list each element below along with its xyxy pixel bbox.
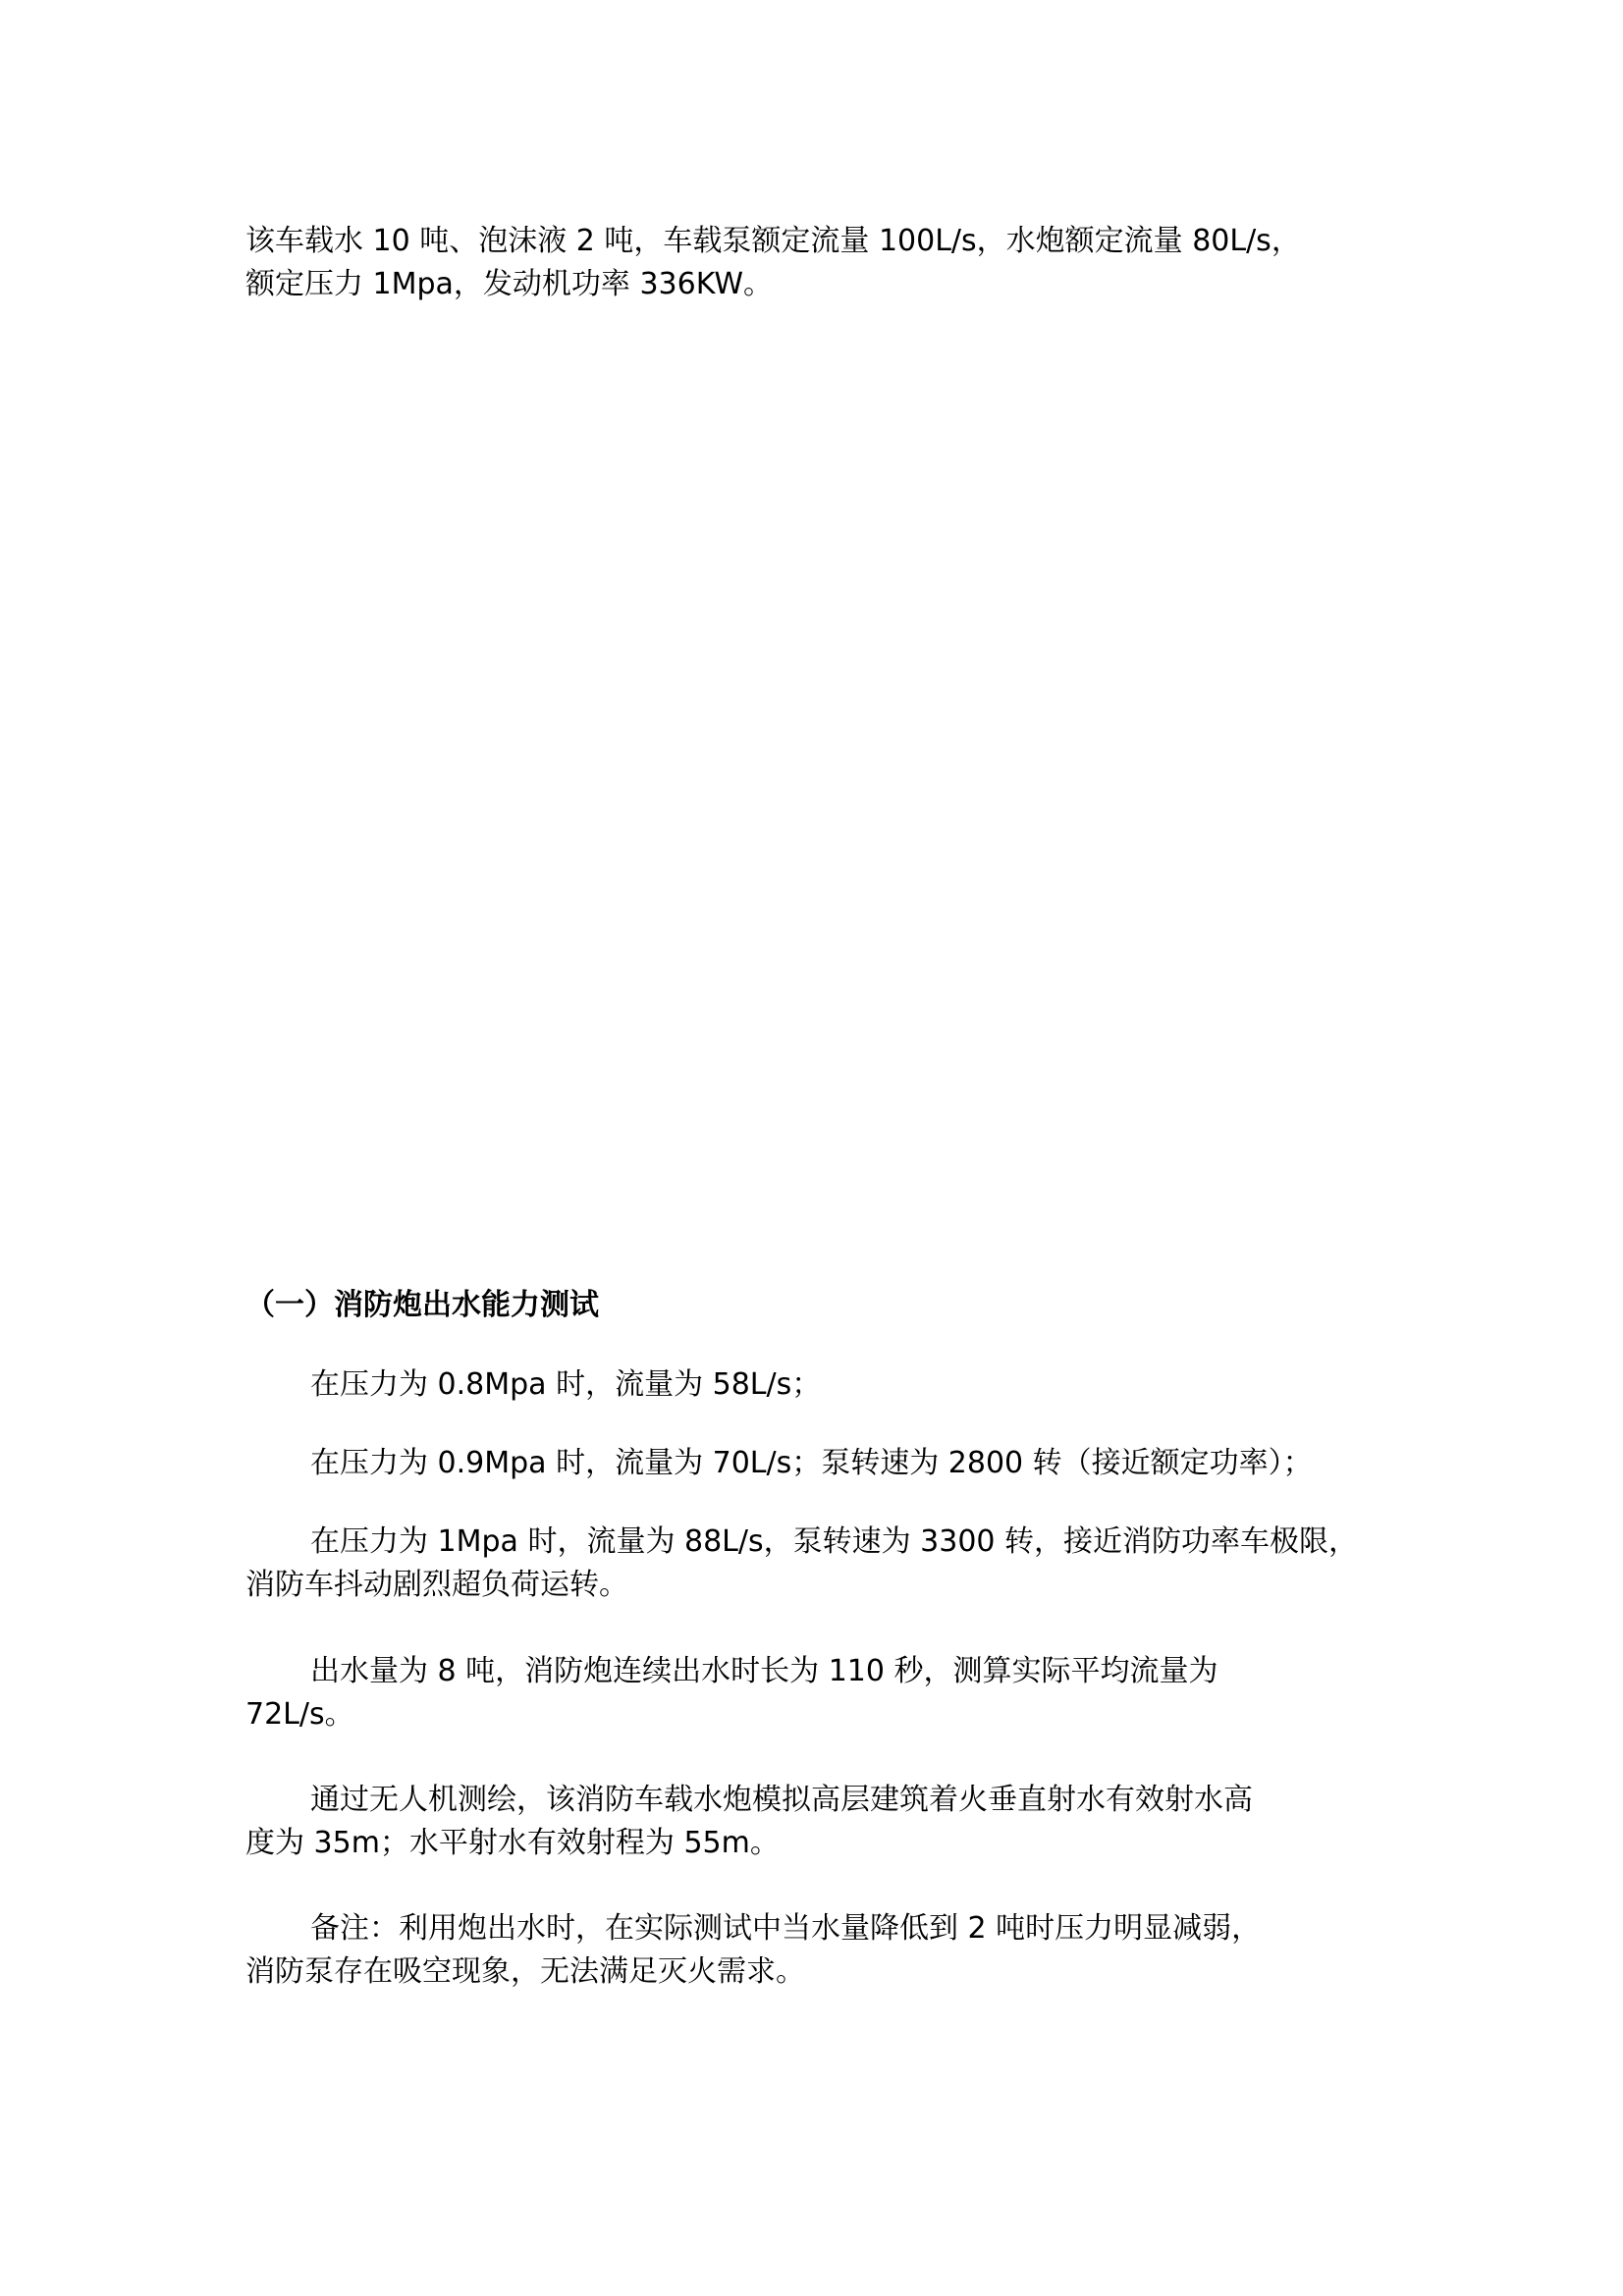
- paragraph-water-output: [245, 1650, 1394, 1736]
- paragraph-line: 72L/s。: [245, 1697, 354, 1732]
- paragraph-line: 在压力为 1Mpa 时，流量为 88L/s，泵转速为 3300 转，接近消防功率车极限，: [310, 1524, 1359, 1559]
- paragraph-line: 出水量为 8 吨，消防炮连续出水时长为 110 秒，测算实际平均流量为: [310, 1654, 1218, 1688]
- paragraph-pressure-1: [245, 1521, 1394, 1607]
- paragraph-remark: [245, 1907, 1394, 1994]
- paragraph-line: 备注：利用炮出水时，在实际测试中当水量降低到 2 吨时压力明显减弱，: [310, 1911, 1262, 1946]
- paragraph-line: 在压力为 0.9Mpa 时，流量为 70L/s；泵转速为 2800 转（接近额定功率）；: [310, 1446, 1313, 1480]
- section-heading: （一）消防炮出水能力测试: [245, 1288, 599, 1322]
- paragraph-line: 消防车抖动剧烈超负荷运转。: [245, 1568, 628, 1602]
- paragraph-line: 消防泵存在吸空现象，无法满足灭火需求。: [245, 1954, 805, 1989]
- paragraph-pressure-0-8: [245, 1363, 1394, 1407]
- paragraph-line: 通过无人机测绘，该消防车载水炮模拟高层建筑着火垂直射水有效射水高: [310, 1783, 1253, 1817]
- intro-line-1: 该车载水 10 吨、泡沫液 2 吨，车载泵额定流量 100L/s，水炮额定流量 80L/s，: [245, 224, 1301, 258]
- paragraph-pressure-0-9: [245, 1442, 1394, 1485]
- paragraph-line: 度为 35m；水平射水有效射程为 55m。: [245, 1826, 780, 1860]
- paragraph-line: 在压力为 0.8Mpa 时，流量为 58L/s；: [310, 1367, 822, 1402]
- intro-line-2: 额定压力 1Mpa，发动机功率 336KW。: [245, 267, 773, 301]
- paragraph-drone-survey: [245, 1779, 1394, 1865]
- intro-paragraph: [245, 220, 1394, 306]
